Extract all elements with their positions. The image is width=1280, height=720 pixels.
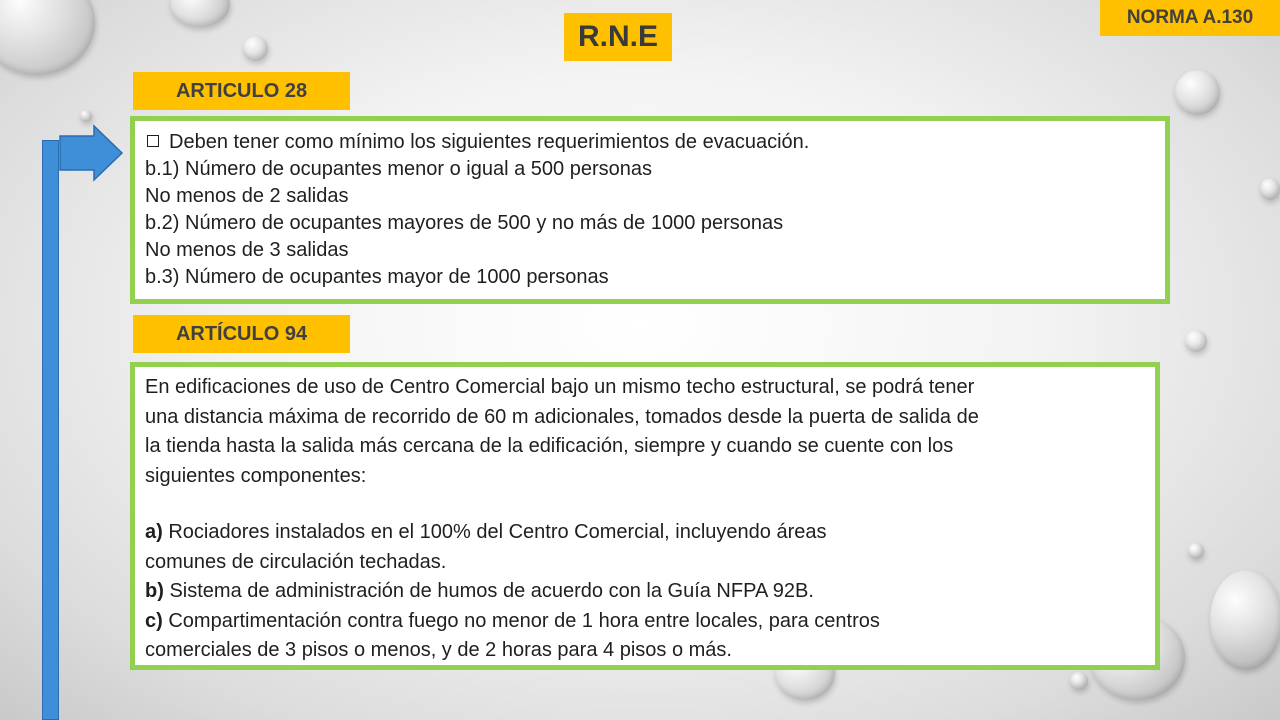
timeline-bar (42, 140, 59, 720)
norma-tag (1100, 0, 1280, 36)
rne-title (564, 13, 672, 61)
paragraph-gap (145, 491, 1147, 518)
component-text: Rociadores instalados en el 100% del Centro Comercial, incluyendo áreas (168, 521, 827, 543)
articulo-94-box (130, 362, 1160, 670)
paragraph-line: siguientes componentes: (145, 464, 367, 487)
requirements-intro-text: Deben tener como mínimo los siguientes requerimientos de evacuación. (169, 131, 810, 153)
component-text: Sistema de administración de humos de acuerdo con la Guía NFPA 92B. (169, 580, 814, 602)
paragraph-line: una distancia máxima de recorrido de 60 m adicionales, tomados desde la puerta de salida de (145, 405, 979, 428)
component-item-a (145, 518, 1147, 548)
articulo-94-label: ARTÍCULO 94 (175, 322, 308, 345)
paragraph-line: En edificaciones de uso de Centro Comercial bajo un mismo techo estructural, se podrá tener (145, 376, 975, 398)
component-text: Compartimentación contra fuego no menor de 1 hora entre locales, para centros (168, 609, 880, 632)
component-label: c) (145, 609, 163, 632)
component-label: a) (145, 521, 163, 543)
norma-label: NORMA A.130 (1126, 7, 1254, 28)
articulo-28-tag (133, 72, 350, 110)
requirement-line: No menos de 2 salidas (145, 185, 349, 207)
component-item-a-cont: comunes de circulación techadas. (145, 550, 447, 573)
arrow-right-icon (58, 124, 124, 182)
articulo-94-tag (133, 315, 350, 353)
articulo-28-label: ARTICULO 28 (175, 79, 308, 102)
checkbox-bullet-icon (147, 135, 159, 147)
component-item-b (145, 577, 1147, 607)
component-label: b) (145, 580, 164, 602)
component-item-c-cont: comerciales de 3 pisos o menos, y de 2 horas para 4 pisos o más. (145, 639, 732, 661)
component-item-c (145, 607, 1147, 637)
requirement-line: b.3) Número de ocupantes mayor de 1000 personas (145, 266, 609, 288)
requirement-line: b.2) Número de ocupantes mayores de 500 y no más de 1000 personas (145, 212, 784, 234)
paragraph-line: la tienda hasta la salida más cercana de la edificación, siempre y cuando se cuente con los (145, 435, 954, 457)
articulo-28-box (130, 116, 1170, 304)
rne-label: R.N.E (577, 20, 658, 53)
requirement-line: b.1) Número de ocupantes menor o igual a 500 personas (145, 158, 652, 180)
requirement-line: No menos de 3 salidas (145, 239, 349, 261)
requirements-intro (145, 129, 1153, 156)
